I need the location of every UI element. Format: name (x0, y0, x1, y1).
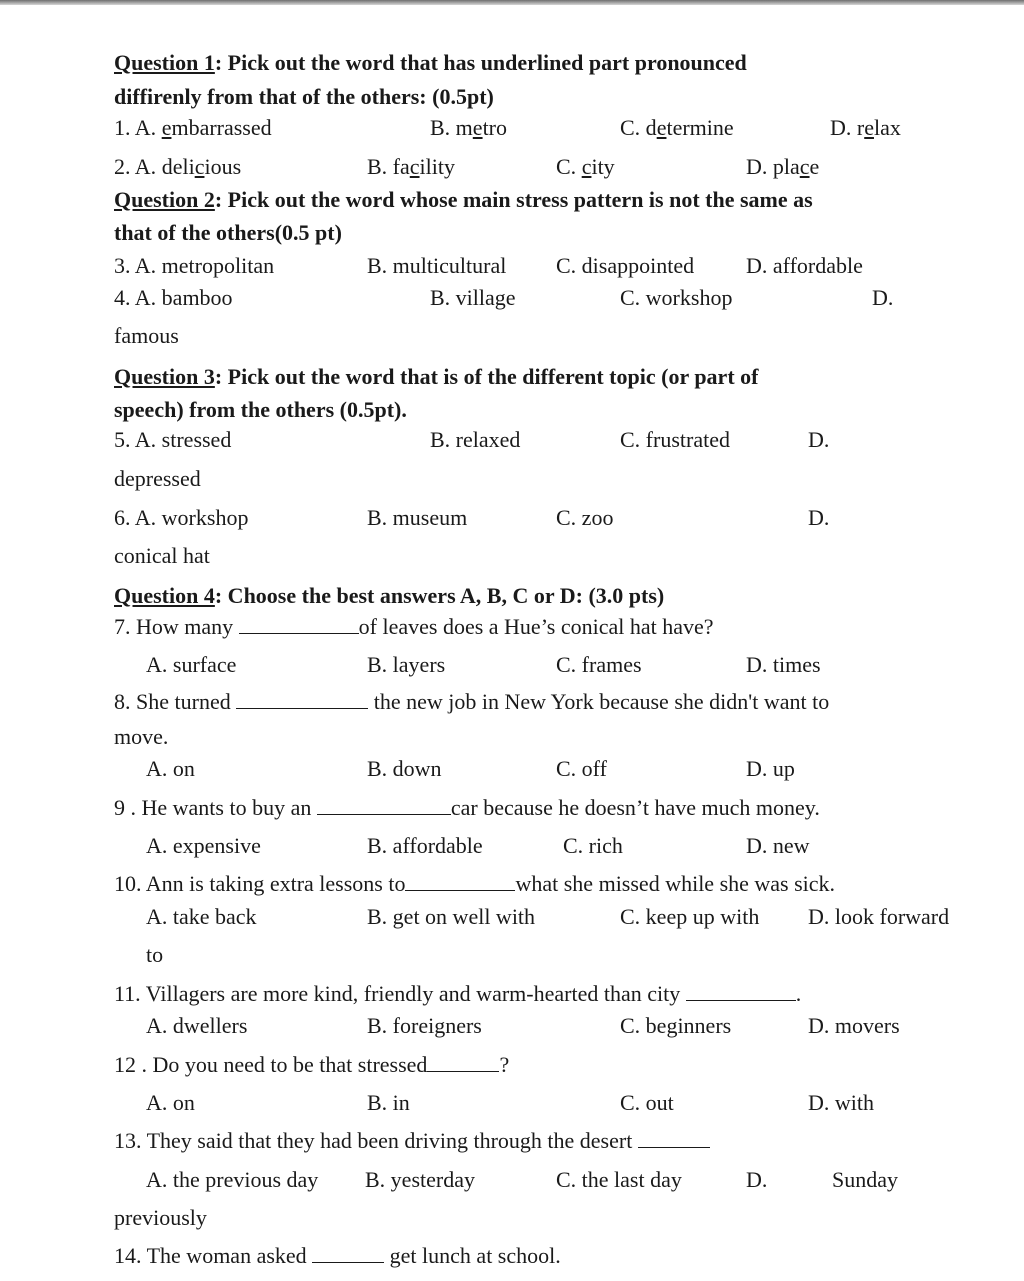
item-8-option-a: A. on (146, 756, 195, 781)
item-11-option-a: A. dwellers (146, 1013, 248, 1038)
item-3-option-d: D. affordable (746, 253, 863, 278)
item-14-stem: 14. The woman asked get lunch at school. (114, 1243, 561, 1268)
item-12-stem: 12 . Do you need to be that stressed ? (114, 1052, 510, 1077)
item-4-option-d-cont: famous (114, 323, 179, 348)
item-12-option-b: B. in (367, 1090, 410, 1115)
item-5-option-b: B. relaxed (430, 427, 521, 452)
question-1-instruction: : Pick out the word that has underlined part pronounced (214, 50, 747, 75)
item-12-option-c: C. out (620, 1090, 674, 1115)
item-10-option-b: B. get on well with (367, 904, 536, 929)
item-10-option-d-cont: to (146, 942, 164, 967)
item-2-option-c: C. city (556, 154, 615, 179)
item-5-option-c: C. frustrated (620, 427, 730, 452)
item-7-option-b: B. layers (367, 652, 446, 677)
item-11-option-d: D. movers (808, 1013, 900, 1038)
item-7-option-a: A. surface (146, 652, 237, 677)
item-1-option-a: 1. A. embarrassed (114, 115, 272, 140)
answer-blank[interactable] (317, 796, 451, 815)
question-4-heading: Question 4: Choose the best answers A, B, C or D: (3.0 pts) (114, 583, 665, 608)
answer-blank[interactable] (686, 982, 796, 1001)
item-9-option-d: D. new (746, 833, 810, 858)
item-8-option-c: C. off (556, 756, 607, 781)
question-2-heading: Question 2: Pick out the word whose main stress pattern is not the same as (114, 187, 813, 212)
question-2-label: Question 2 (114, 187, 215, 212)
item-1-option-c: C. determine (620, 115, 734, 140)
answer-blank[interactable] (312, 1244, 384, 1263)
item-11-option-c: C. beginners (620, 1013, 732, 1038)
question-3-heading: Question 3: Pick out the word that is of the different topic (or part of (114, 364, 759, 389)
question-2-instruction-cont: that of the others(0.5 pt) (114, 220, 342, 245)
item-2-option-b: B. facility (367, 154, 455, 179)
item-5-option-a: 5. A. stressed (114, 427, 232, 452)
item-11-option-b: B. foreigners (367, 1013, 482, 1038)
item-6-option-a: 6. A. workshop (114, 505, 249, 530)
item-5-option-d-cont: depressed (114, 466, 201, 491)
item-13-option-d-word: Sunday (832, 1167, 898, 1192)
item-5-option-d: D. (808, 427, 830, 452)
answer-blank[interactable] (236, 690, 368, 709)
answer-blank[interactable] (405, 872, 515, 891)
question-3-instruction-cont: speech) from the others (0.5pt). (114, 397, 407, 422)
item-13-stem: 13. They said that they had been driving through the desert (114, 1128, 710, 1154)
question-1-label: Question 1 (114, 50, 215, 75)
item-2-option-d: D. place (746, 154, 820, 179)
item-13-option-b: B. yesterday (365, 1167, 475, 1192)
item-1-option-d: D. relax (830, 115, 901, 140)
item-8-option-b: B. down (367, 756, 442, 781)
item-3-option-a: 3. A. metropolitan (114, 253, 275, 278)
item-3-option-c: C. disappointed (556, 253, 695, 278)
item-1-option-b: B. metro (430, 115, 508, 140)
question-3-label: Question 3 (114, 364, 215, 389)
item-6-option-b: B. museum (367, 505, 468, 530)
item-4-option-d: D. (872, 285, 894, 310)
question-4-label: Question 4 (114, 583, 215, 608)
item-10-option-c: C. keep up with (620, 904, 760, 929)
item-8-stem-cont: move. (114, 724, 169, 749)
answer-blank[interactable] (239, 615, 359, 634)
item-9-option-b: B. affordable (367, 833, 483, 858)
item-8-option-d: D. up (746, 756, 795, 781)
item-6-option-c: C. zoo (556, 505, 614, 530)
item-13-option-c: C. the last day (556, 1167, 682, 1192)
question-1-heading (114, 50, 747, 76)
item-10-stem: 10. Ann is taking extra lessons to what she missed while she was sick. (114, 871, 836, 896)
item-10-option-a: A. take back (146, 904, 257, 929)
item-12-option-d: D. with (808, 1090, 874, 1115)
item-4-option-b: B. village (430, 285, 516, 310)
item-9-option-a: A. expensive (146, 833, 261, 858)
item-4-option-a: 4. A. bamboo (114, 285, 233, 310)
item-13-option-a: A. the previous day (146, 1167, 319, 1192)
item-4-option-c: C. workshop (620, 285, 733, 310)
item-13-option-d: D. (746, 1167, 768, 1192)
item-6-option-d: D. (808, 505, 830, 530)
item-6-option-d-cont: conical hat (114, 543, 210, 568)
item-7-option-d: D. times (746, 652, 821, 677)
item-2-option-a: 2. A. delicious (114, 154, 242, 179)
item-11-stem: 11. Villagers are more kind, friendly and warm-hearted than city . (114, 981, 802, 1006)
item-10-option-d: D. look forward (808, 904, 950, 929)
question-1-instruction-cont: diffirenly from that of the others: (0.5pt) (114, 84, 494, 109)
answer-blank[interactable] (638, 1129, 710, 1148)
item-13-option-d-cont: previously (114, 1205, 207, 1230)
item-9-option-c: C. rich (563, 833, 623, 858)
item-7-option-c: C. frames (556, 652, 642, 677)
item-8-stem: 8. She turned the new job in New York because she didn't want to (114, 689, 830, 714)
item-3-option-b: B. multicultural (367, 253, 507, 278)
item-12-option-a: A. on (146, 1090, 195, 1115)
item-7-stem: 7. How many of leaves does a Hue’s conical hat have? (114, 614, 714, 639)
item-9-stem: 9 . He wants to buy an car because he doesn’t have much money. (114, 795, 820, 820)
answer-blank[interactable] (427, 1053, 499, 1072)
